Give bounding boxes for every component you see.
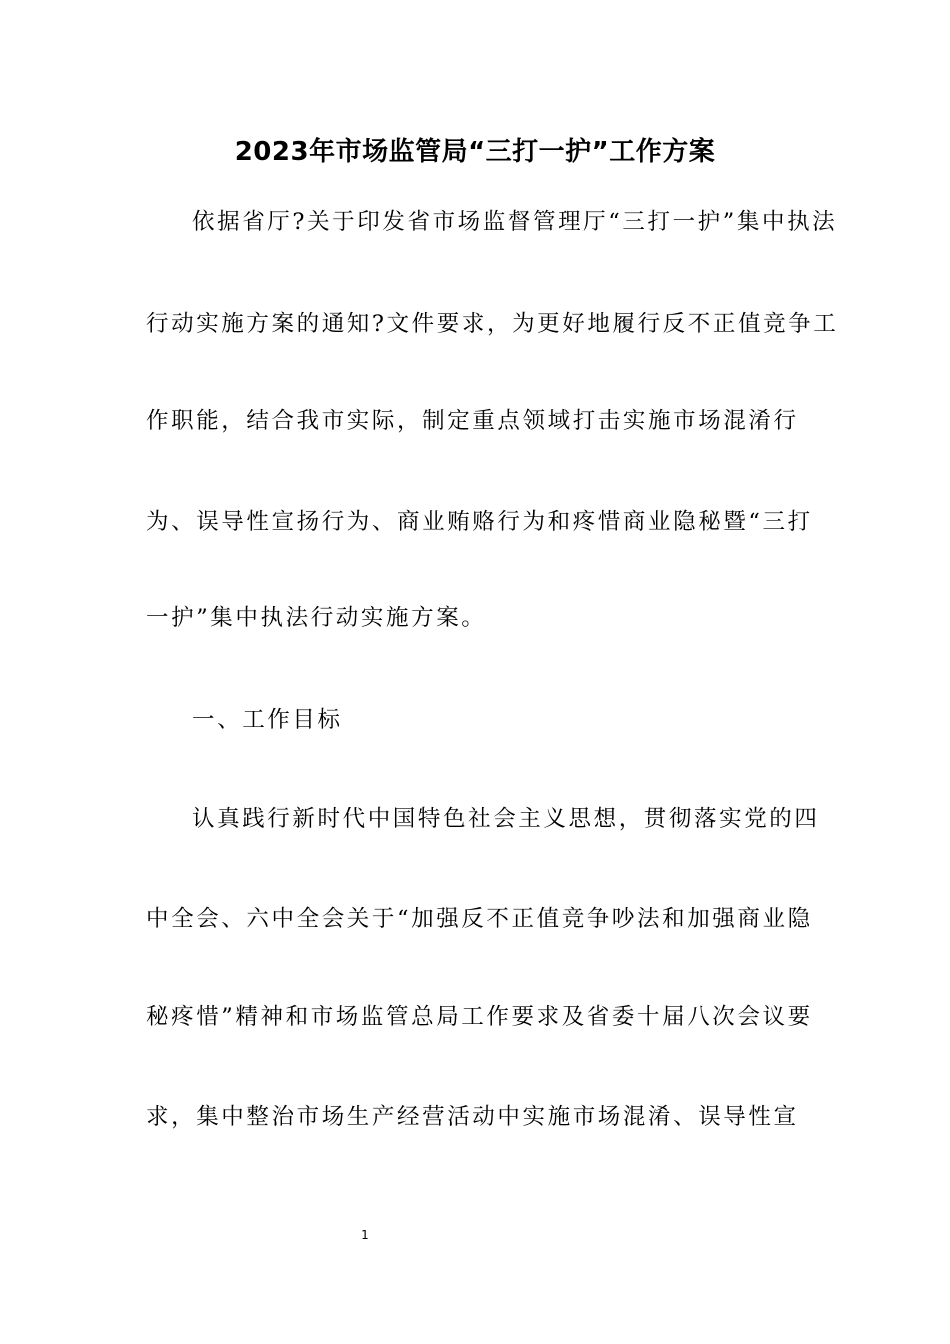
document-title: 2023年市场监管局“三打一护”工作方案 (234, 137, 716, 167)
paragraph1-line-4: 为、误导性宣扬行为、商业贿赂行为和疼惜商业隐秘暨“三打 (146, 509, 813, 535)
paragraph2-line-1: 认真践行新时代中国特色社会主义思想，贯彻落实党的四 (192, 806, 820, 832)
section-heading-work-goals: 一、工作目标 (192, 707, 343, 733)
paragraph1-line-1: 依据省厅?关于印发省市场监督管理厅“三打一护”集中执法 (192, 209, 838, 235)
page-number: 1 (361, 1228, 369, 1242)
paragraph2-line-3: 秘疼惜”精神和市场监管总局工作要求及省委十届八次会议要 (146, 1004, 813, 1030)
paragraph2-line-2: 中全会、六中全会关于“加强反不正值竞争吵法和加强商业隐 (146, 906, 813, 932)
paragraph1-line-3: 作职能，结合我市实际，制定重点领域打击实施市场混淆行 (146, 408, 799, 434)
paragraph2-line-4: 求，集中整治市场生产经营活动中实施市场混淆、误导性宣 (146, 1104, 799, 1130)
paragraph1-line-2: 行动实施方案的通知?文件要求，为更好地履行反不正值竞争工 (146, 311, 839, 337)
paragraph1-line-5: 一护”集中执法行动实施方案。 (146, 605, 487, 631)
